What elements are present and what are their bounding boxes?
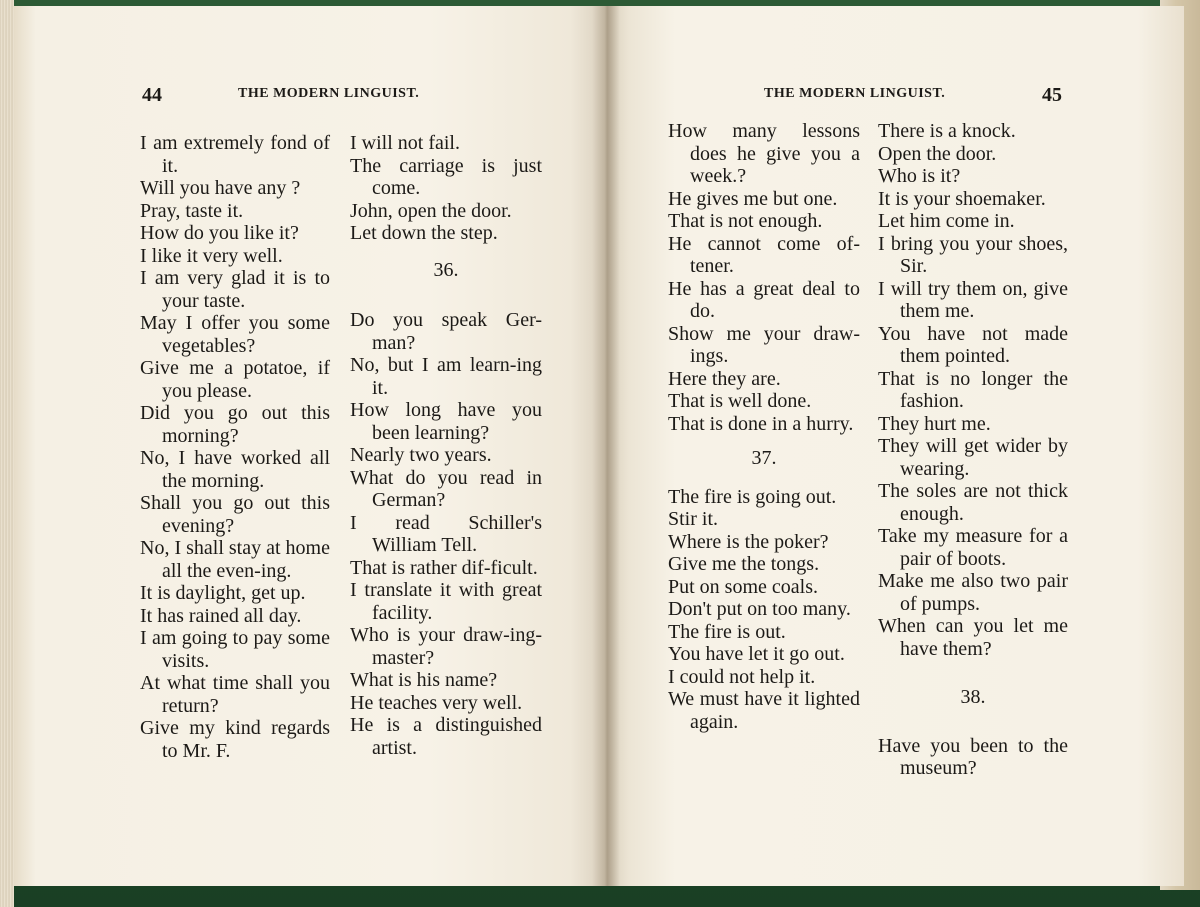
phrase: Make me also two pair of pumps. xyxy=(878,570,1068,615)
phrase: I am going to pay some visits. xyxy=(140,627,330,672)
phrase: You have let it go out. xyxy=(668,643,845,665)
phrase: Stir it. xyxy=(668,508,719,530)
phrase: That is done in a hurry. xyxy=(668,412,854,435)
phrase: John, open the door. xyxy=(350,199,512,222)
page-edges-left xyxy=(0,0,14,907)
section-number: 36. xyxy=(433,258,459,281)
phrase: Give my kind regards to Mr. F. xyxy=(140,717,330,762)
phrase: They hurt me. xyxy=(878,412,991,435)
phrase: It is your shoemaker. xyxy=(878,187,1046,210)
phrase: Will you have any ? xyxy=(140,177,301,199)
phrase: I am very glad it is to your taste. xyxy=(140,267,330,312)
phrase: The soles are not thick enough. xyxy=(878,480,1068,525)
page-number: 45 xyxy=(1042,84,1062,106)
phrase: The fire is out. xyxy=(668,620,786,643)
phrase: Let down the step. xyxy=(350,222,498,244)
left-column-1 xyxy=(140,132,330,762)
phrase: Nearly two years. xyxy=(350,444,492,466)
phrase: That is well done. xyxy=(668,390,812,412)
phrase: Have you been to the museum? xyxy=(878,734,1068,779)
section-number: 38. xyxy=(960,686,986,708)
phrase: How long have you been learning? xyxy=(350,399,542,444)
phrase: No, but I am learn-ing it. xyxy=(350,354,542,399)
phrase: Don't put on too many. xyxy=(668,598,851,620)
phrase: That is no longer the fashion. xyxy=(878,367,1068,412)
phrase: Give me the tongs. xyxy=(668,553,820,575)
phrase: Put on some coals. xyxy=(668,575,818,598)
phrase: There is a knock. xyxy=(878,120,1016,142)
phrase: No, I have worked all the morning. xyxy=(140,447,330,492)
phrase: I bring you your shoes, Sir. xyxy=(878,232,1068,277)
phrase: I could not help it. xyxy=(668,665,816,688)
phrase: The fire is going out. xyxy=(668,485,837,508)
phrase: Do you speak Ger-man? xyxy=(350,309,542,354)
running-head: THE MODERN LINGUIST. xyxy=(764,86,946,101)
phrase: Shall you go out this evening? xyxy=(140,492,330,537)
phrase: Pray, taste it. xyxy=(140,199,244,222)
phrase: Open the door. xyxy=(878,142,997,165)
phrase: Take my measure for a pair of boots. xyxy=(878,525,1068,570)
right-column-1 xyxy=(668,120,860,733)
phrase: That is not enough. xyxy=(668,210,823,232)
section-number: 37. xyxy=(751,447,777,469)
phrase: He gives me but one. xyxy=(668,187,838,210)
phrase: He teaches very well. xyxy=(350,691,523,714)
phrase: Show me your draw-ings. xyxy=(668,322,860,367)
page-number: 44 xyxy=(142,84,162,106)
phrase: Who is it? xyxy=(878,165,961,187)
phrase: He has a great deal to do. xyxy=(668,277,860,322)
phrase: They will get wider by wearing. xyxy=(878,435,1068,480)
right-column-2 xyxy=(878,120,1068,780)
phrase: We must have it lighted again. xyxy=(668,688,860,733)
phrase: He is a distinguished artist. xyxy=(350,714,542,759)
phrase: I read Schiller's William Tell. xyxy=(350,511,542,556)
phrase: How do you like it? xyxy=(140,222,299,244)
phrase: You have not made them pointed. xyxy=(878,322,1068,367)
phrase: When can you let me have them? xyxy=(878,615,1068,660)
phrase: He cannot come of-tener. xyxy=(668,232,860,277)
phrase: Did you go out this morning? xyxy=(140,402,330,447)
phrase: Give me a potatoe, if you please. xyxy=(140,357,330,402)
book-gutter xyxy=(592,6,620,886)
phrase: At what time shall you return? xyxy=(140,672,330,717)
phrase: Who is your draw-ing-master? xyxy=(350,624,542,669)
right-page xyxy=(606,6,1184,886)
phrase: The carriage is just come. xyxy=(350,154,542,199)
phrase: How many lessons does he give you a week.? xyxy=(668,120,860,187)
phrase: What do you read in German? xyxy=(350,466,542,511)
phrase: That is rather dif-ficult. xyxy=(350,556,538,579)
phrase: May I offer you some vegetables? xyxy=(140,312,330,357)
phrase: What is his name? xyxy=(350,669,498,691)
phrase: I am extremely fond of it. xyxy=(140,132,330,177)
left-column-2 xyxy=(350,132,542,759)
phrase: I will try them on, give them me. xyxy=(878,277,1068,322)
running-head: THE MODERN LINGUIST. xyxy=(238,86,420,101)
phrase: It has rained all day. xyxy=(140,604,302,627)
phrase: Let him come in. xyxy=(878,210,1015,232)
left-page xyxy=(14,6,606,886)
phrase: I will not fail. xyxy=(350,132,460,154)
phrase: It is daylight, get up. xyxy=(140,582,306,604)
phrase: Here they are. xyxy=(668,367,781,390)
phrase: No, I shall stay at home all the even-ing. xyxy=(140,537,330,582)
phrase: Where is the poker? xyxy=(668,530,829,553)
phrase: I translate it with great facility. xyxy=(350,579,542,624)
phrase: I like it very well. xyxy=(140,244,283,267)
